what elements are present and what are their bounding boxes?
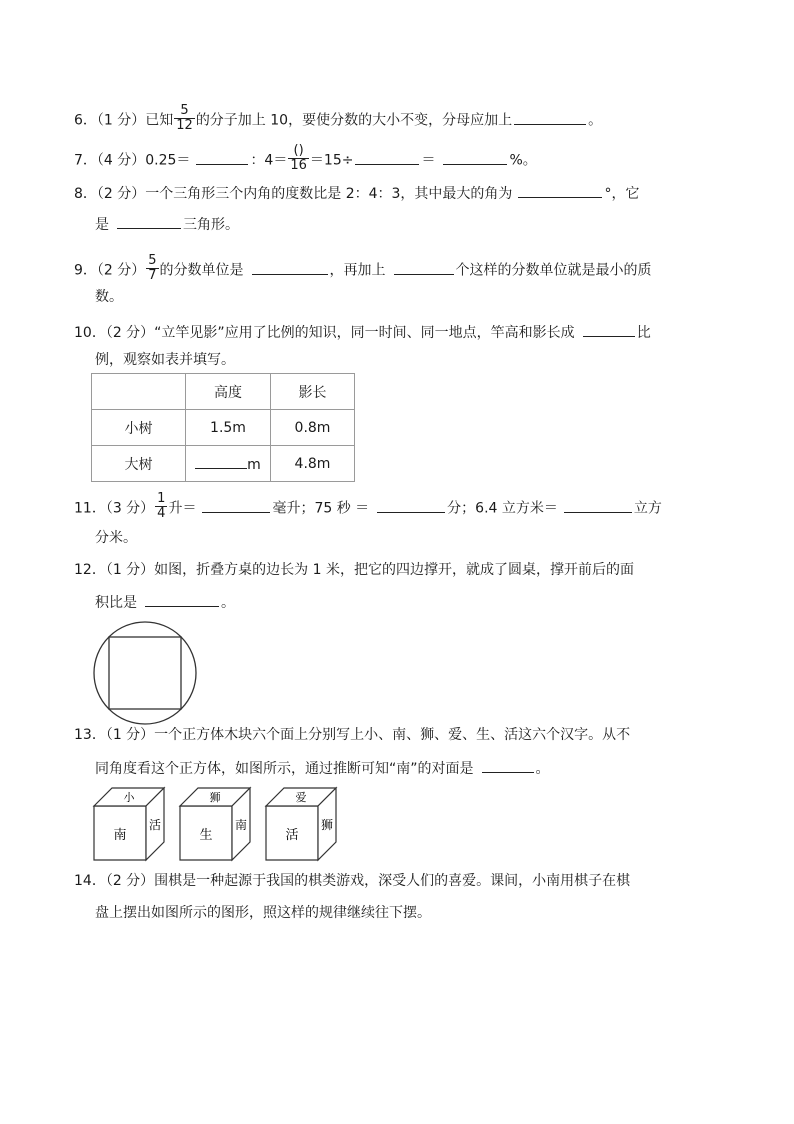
table-cell-height: 1.5m (186, 410, 271, 446)
answer-blank[interactable] (195, 454, 247, 469)
cube-top-text: 爱 (295, 791, 307, 804)
question-11-cont: 分米。 (95, 530, 137, 546)
cube-front-text: 生 (199, 828, 213, 843)
table-header-cell: 影长 (271, 374, 355, 410)
table-cell-name: 小树 (92, 410, 186, 446)
question-12: 12．（1 分）如图，折叠方桌的边长为 1 米，把它的四边撑开，就成了圆桌，撑开前后的面 (74, 562, 634, 578)
question-14: 14．（2 分）围棋是一种起源于我国的棋类游戏，深受人们的喜爱。课间，小南用棋子在棋 (74, 873, 631, 889)
cube-front-text: 南 (113, 828, 127, 843)
answer-blank[interactable] (196, 150, 248, 165)
fraction-5-12: $\frac{5}{12}$ (176, 103, 193, 133)
cube-side-text: 南 (234, 818, 248, 832)
table-cell-shadow: 4.8m (271, 446, 355, 482)
question-10-cont: 例，观察如表并填写。 (95, 352, 235, 368)
cube-top-text: 狮 (209, 791, 221, 804)
cube-side-text: 狮 (320, 818, 334, 832)
question-10: 10．（2 分）“立竿见影”应用了比例的知识，同一时间、同一地点，竿高和影长成 比 (74, 322, 651, 343)
question-12-cont: 积比是 。 (95, 592, 235, 613)
question-9-cont: 数。 (95, 289, 123, 305)
answer-blank[interactable] (394, 260, 454, 275)
question-11: 11．（3 分） $\frac{1}{4}$ 升＝ 毫升；75 秒 ＝ 分；6.4 立方米＝ 立方 (74, 491, 662, 521)
table-cell-name: 大树 (92, 446, 186, 482)
cube-1 (94, 788, 164, 860)
cube-side-text: 活 (148, 818, 162, 832)
answer-blank[interactable] (583, 322, 635, 337)
table-row (92, 410, 355, 446)
fraction-blank-16: $\frac{()}{16}$ (290, 143, 307, 173)
answer-blank[interactable] (518, 183, 602, 198)
square-in-circle-figure (92, 620, 202, 730)
fraction-1-4: $\frac{1}{4}$ (157, 491, 166, 521)
question-8-cont: 是 三角形。 (95, 214, 239, 235)
cube-top-text: 小 (123, 791, 135, 804)
table-cell-shadow: 0.8m (271, 410, 355, 446)
answer-blank[interactable] (514, 110, 586, 125)
question-7: 7．（4 分）0.25＝ ：4＝ $\frac{()}{16}$ ＝15÷ ＝ %。 (74, 143, 537, 173)
cube-3 (266, 788, 336, 860)
question-13-cont: 同角度看这个正方体，如图所示，通过推断可知“南”的对面是 。 (95, 758, 550, 779)
answer-blank[interactable] (564, 498, 632, 513)
answer-blank[interactable] (252, 260, 328, 275)
question-9: 9．（2 分） $\frac{5}{7}$ 的分数单位是 ，再加上 个这样的分数单位就是最小的质 (74, 253, 652, 283)
table-header-cell: 高度 (186, 374, 271, 410)
cubes-figure (92, 786, 342, 862)
question-14-cont: 盘上摆出如图所示的图形，照这样的规律继续往下摆。 (95, 905, 431, 921)
table-header-cell (92, 374, 186, 410)
table-cell-height: m (186, 446, 271, 482)
answer-blank[interactable] (202, 498, 270, 513)
question-13: 13．（1 分）一个正方体木块六个面上分别写上小、南、狮、爱、生、活这六个汉字。从不 (74, 727, 631, 743)
answer-blank[interactable] (355, 150, 419, 165)
answer-blank[interactable] (482, 758, 534, 773)
shadow-table (91, 373, 355, 482)
answer-blank[interactable] (145, 592, 219, 607)
cube-front-text: 活 (285, 828, 299, 843)
fraction-5-7: $\frac{5}{7}$ (148, 253, 157, 283)
answer-blank[interactable] (443, 150, 507, 165)
answer-blank[interactable] (377, 498, 445, 513)
answer-blank[interactable] (117, 214, 181, 229)
question-8: 8．（2 分）一个三角形三个内角的度数比是 2：4：3，其中最大的角为 °，它 (74, 183, 639, 204)
square-table (109, 637, 181, 709)
table-row (92, 446, 355, 482)
cube-2 (180, 788, 250, 860)
question-6: 6．（1 分）已知 $\frac{5}{12}$ 的分子加上 10，要使分数的大小不变，分母应加上 。 (74, 103, 603, 133)
table-header-row (92, 374, 355, 410)
